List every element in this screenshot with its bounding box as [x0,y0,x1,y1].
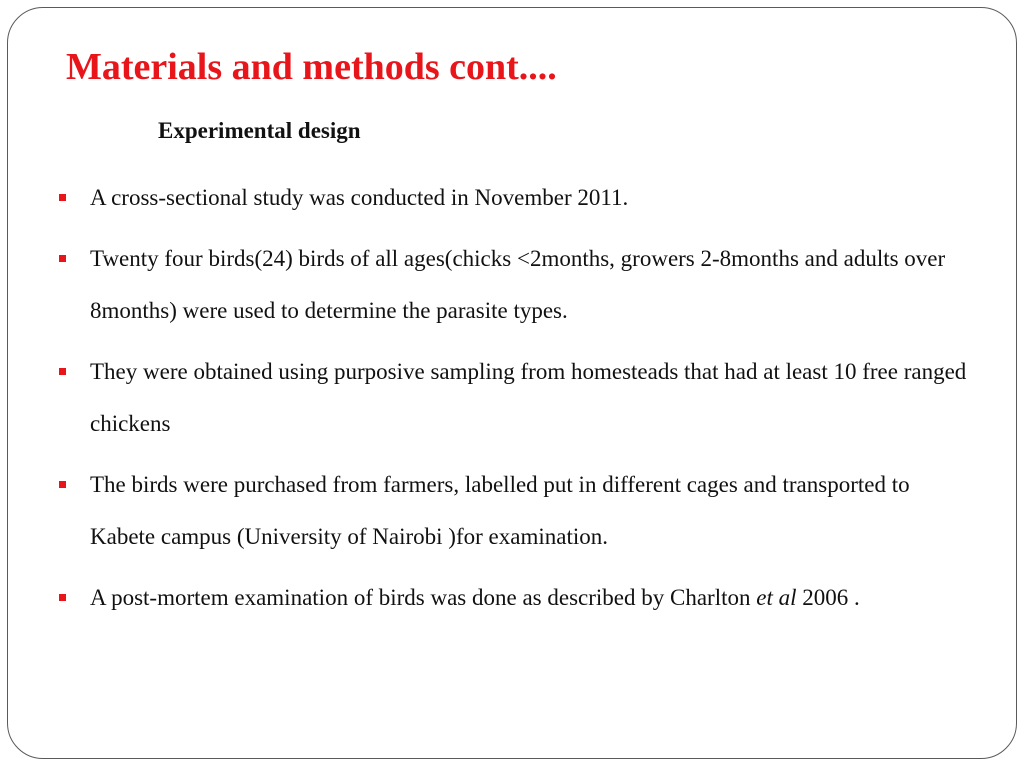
square-bullet-icon [59,194,66,201]
square-bullet-icon [59,255,66,262]
bullet-item [56,172,972,224]
bullet-item [56,572,972,624]
slide-subtitle: Experimental design [158,118,361,143]
bullet-item [56,459,972,563]
square-bullet-icon [59,368,66,375]
citation-year-text: 2006 . [796,585,860,610]
square-bullet-icon [59,481,66,488]
bullet-text: A post-mortem examination of birds was done as described by Charlton [90,585,757,610]
bullet-item [56,233,972,337]
bullet-list [56,172,972,633]
bullet-item [56,346,972,450]
square-bullet-icon [59,594,66,601]
bullet-text: A cross-sectional study was conducted in November 2011. [90,185,629,210]
bullet-text: Twenty four birds(24) birds of all ages(chicks <2months, growers 2-8months and adults over 8months) were used to determine the parasite types. [90,246,946,323]
bullet-text: They were obtained using purposive sampling from homesteads that had at least 10 free ranged chickens [90,359,967,436]
citation-italic-text: et al [756,585,797,610]
slide-title: Materials and methods cont.... [66,46,557,88]
bullet-text: The birds were purchased from farmers, labelled put in different cages and transported to Kabete campus (University of Nairobi )for examination. [90,472,910,549]
